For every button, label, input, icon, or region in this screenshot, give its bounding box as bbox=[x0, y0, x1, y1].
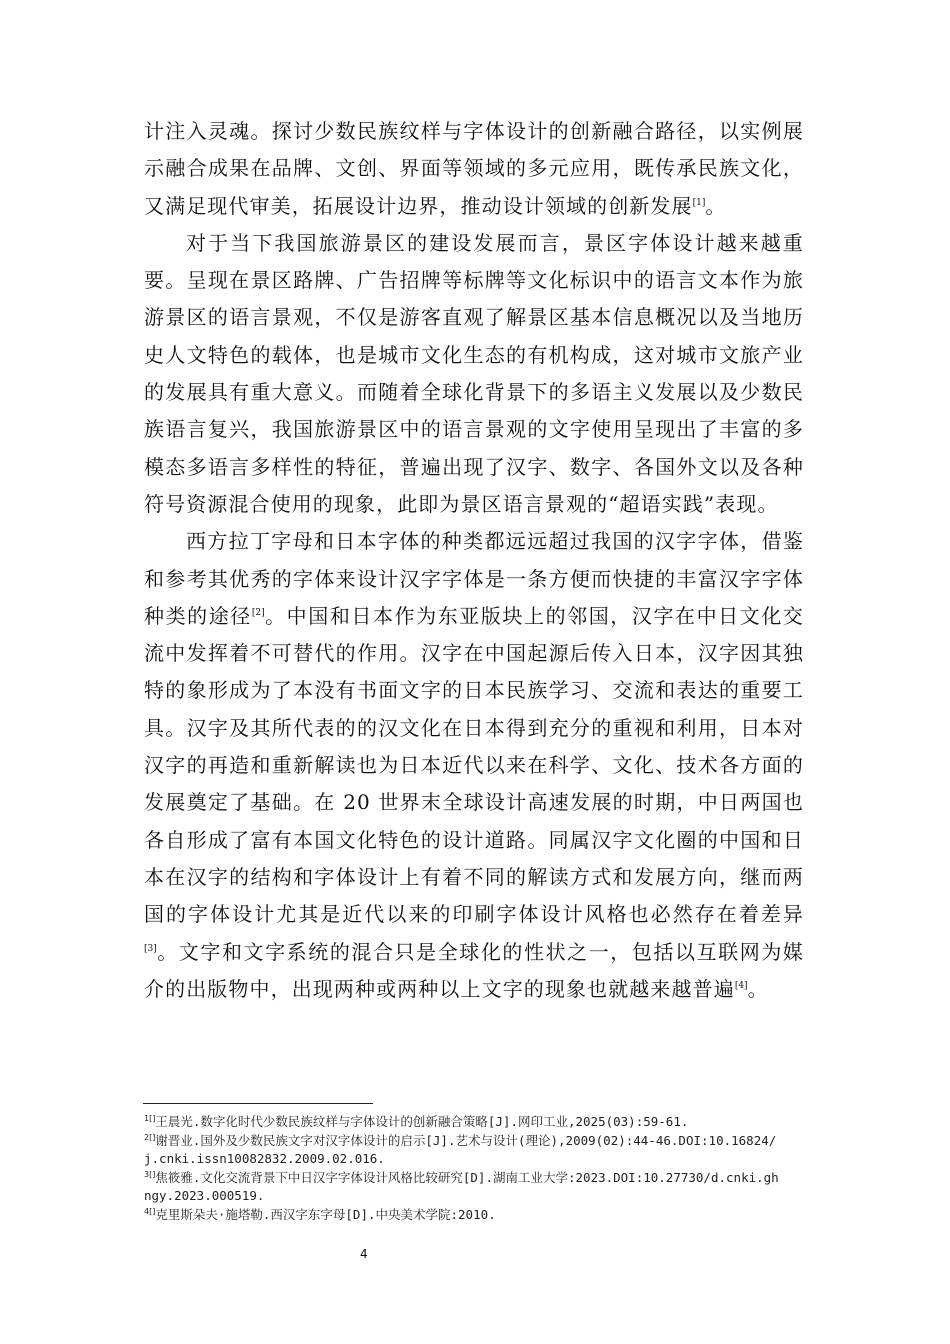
citation-ref[interactable]: [2] bbox=[251, 607, 265, 618]
footnote-4 bbox=[144, 1206, 784, 1225]
paragraph-text: 。 bbox=[705, 193, 727, 218]
footnote-mark: 1[] bbox=[144, 1114, 156, 1123]
footnote-mark: 2[] bbox=[144, 1132, 156, 1142]
paragraph-text: 对于当下我国旅游景区的建设发展而言，景区字体设计越来越重要。呈现在景区路牌、广告招牌等标牌等文化标识中的语言文本作为旅游景区的语言景观，不仅是游客直观了解景区基本信息概况以及当地历史人文特色的载体，也是城市文化生态的有机构成，这对城市文旅产业的发展具有重大意义。而随着全球化背景下的多语主义发展以及少数民族语言复兴，我国旅游景区中的语言景观的文字使用呈现出了丰富的多模态多语言多样性的特征，普遍出现了汉字、数字、各国外文以及各种符号资源混合使用的现象，此即为景区语言景观的“超语实践”表现。 bbox=[144, 230, 804, 516]
footnote-text: 克里斯朵夫·施塔勒.西汉字东字母[D].中央美术学院:2010. bbox=[155, 1206, 496, 1222]
body-text bbox=[144, 113, 804, 1008]
citation-ref[interactable]: [3] bbox=[144, 943, 157, 954]
footnote-text: 焦筱雅.文化交流背景下中日汉字字体设计风格比较研究[D].湖南工业大学:2023.DOI:10.27730/d.cnki.ghngy.2023.000519. bbox=[144, 1169, 779, 1203]
footnote-mark: 4[] bbox=[144, 1206, 156, 1216]
footnote-text: 王晨光.数字化时代少数民族纹样与字体设计的创新融合策略[J].网印工业,2025(03):59-61. bbox=[155, 1114, 689, 1129]
footnote-3 bbox=[144, 1169, 784, 1206]
footnote-2 bbox=[144, 1132, 784, 1169]
footnote-text: 谢晋业.国外及少数民族文字对汉字体设计的启示[J].艺术与设计(理论),2009(02):44-46.DOI:10.16824/j.cnki.issn10082832.2009.02.016. bbox=[144, 1132, 777, 1166]
paragraph-text: 。中国和日本作为东亚版块上的邻国，汉字在中日文化交流中发挥着不可替代的作用。汉字在中国起源后传入日本，汉字因其独特的象形成为了本没有书面文字的日本民族学习、交流和表达的重要工具。汉字及其所代表的的汉文化在日本得到充分的重视和利用，日本对汉字的再造和重新解读也为日本近代以来在科学、文化、技术各方面的发展奠定了基础。在 20 世界末全球设计高速发展的时期，中日两国也各自形成了富有本国文化特色的设计道路。同属汉字文化圈的中国和日本在汉字的结构和字体设计上有着不同的解读方式和发展方向，继而两国的字体设计尤其是近代以来的印刷字体设计风格也必然存在着差异 bbox=[144, 603, 804, 927]
paragraph-text: 。文字和文字系统的混合只是全球化的性状之一，包括以互联网为媒介的出版物中，出现两种或两种以上文字的现象也就越来越普遍 bbox=[144, 939, 804, 1001]
footnote-separator bbox=[143, 1103, 373, 1104]
paragraph bbox=[144, 523, 804, 1008]
paragraph-text: 西方拉丁字母和日本字体的种类都远远超过我国的汉字字体，借鉴和参考其优秀的字体来设计汉字字体是一条方便而快捷的丰富汉字字体种类的途径 bbox=[144, 529, 804, 628]
paragraph-text: 计注入灵魂。探讨少数民族纹样与字体设计的创新融合路径，以实例展示融合成果在品牌、文创、界面等领域的多元应用，既传承民族文化，又满足现代审美，拓展设计边界，推动设计领域的创新发展 bbox=[144, 119, 804, 218]
paragraph bbox=[144, 113, 804, 225]
footnote-1 bbox=[144, 1113, 784, 1132]
citation-ref[interactable]: [1] bbox=[692, 197, 706, 208]
footnotes bbox=[144, 1113, 784, 1224]
page-number: 4 bbox=[360, 1247, 368, 1261]
footnote-mark: 3[] bbox=[144, 1169, 156, 1179]
paragraph bbox=[144, 225, 804, 523]
citation-ref[interactable]: [4] bbox=[734, 980, 748, 991]
paragraph-text: 。 bbox=[747, 976, 769, 1001]
